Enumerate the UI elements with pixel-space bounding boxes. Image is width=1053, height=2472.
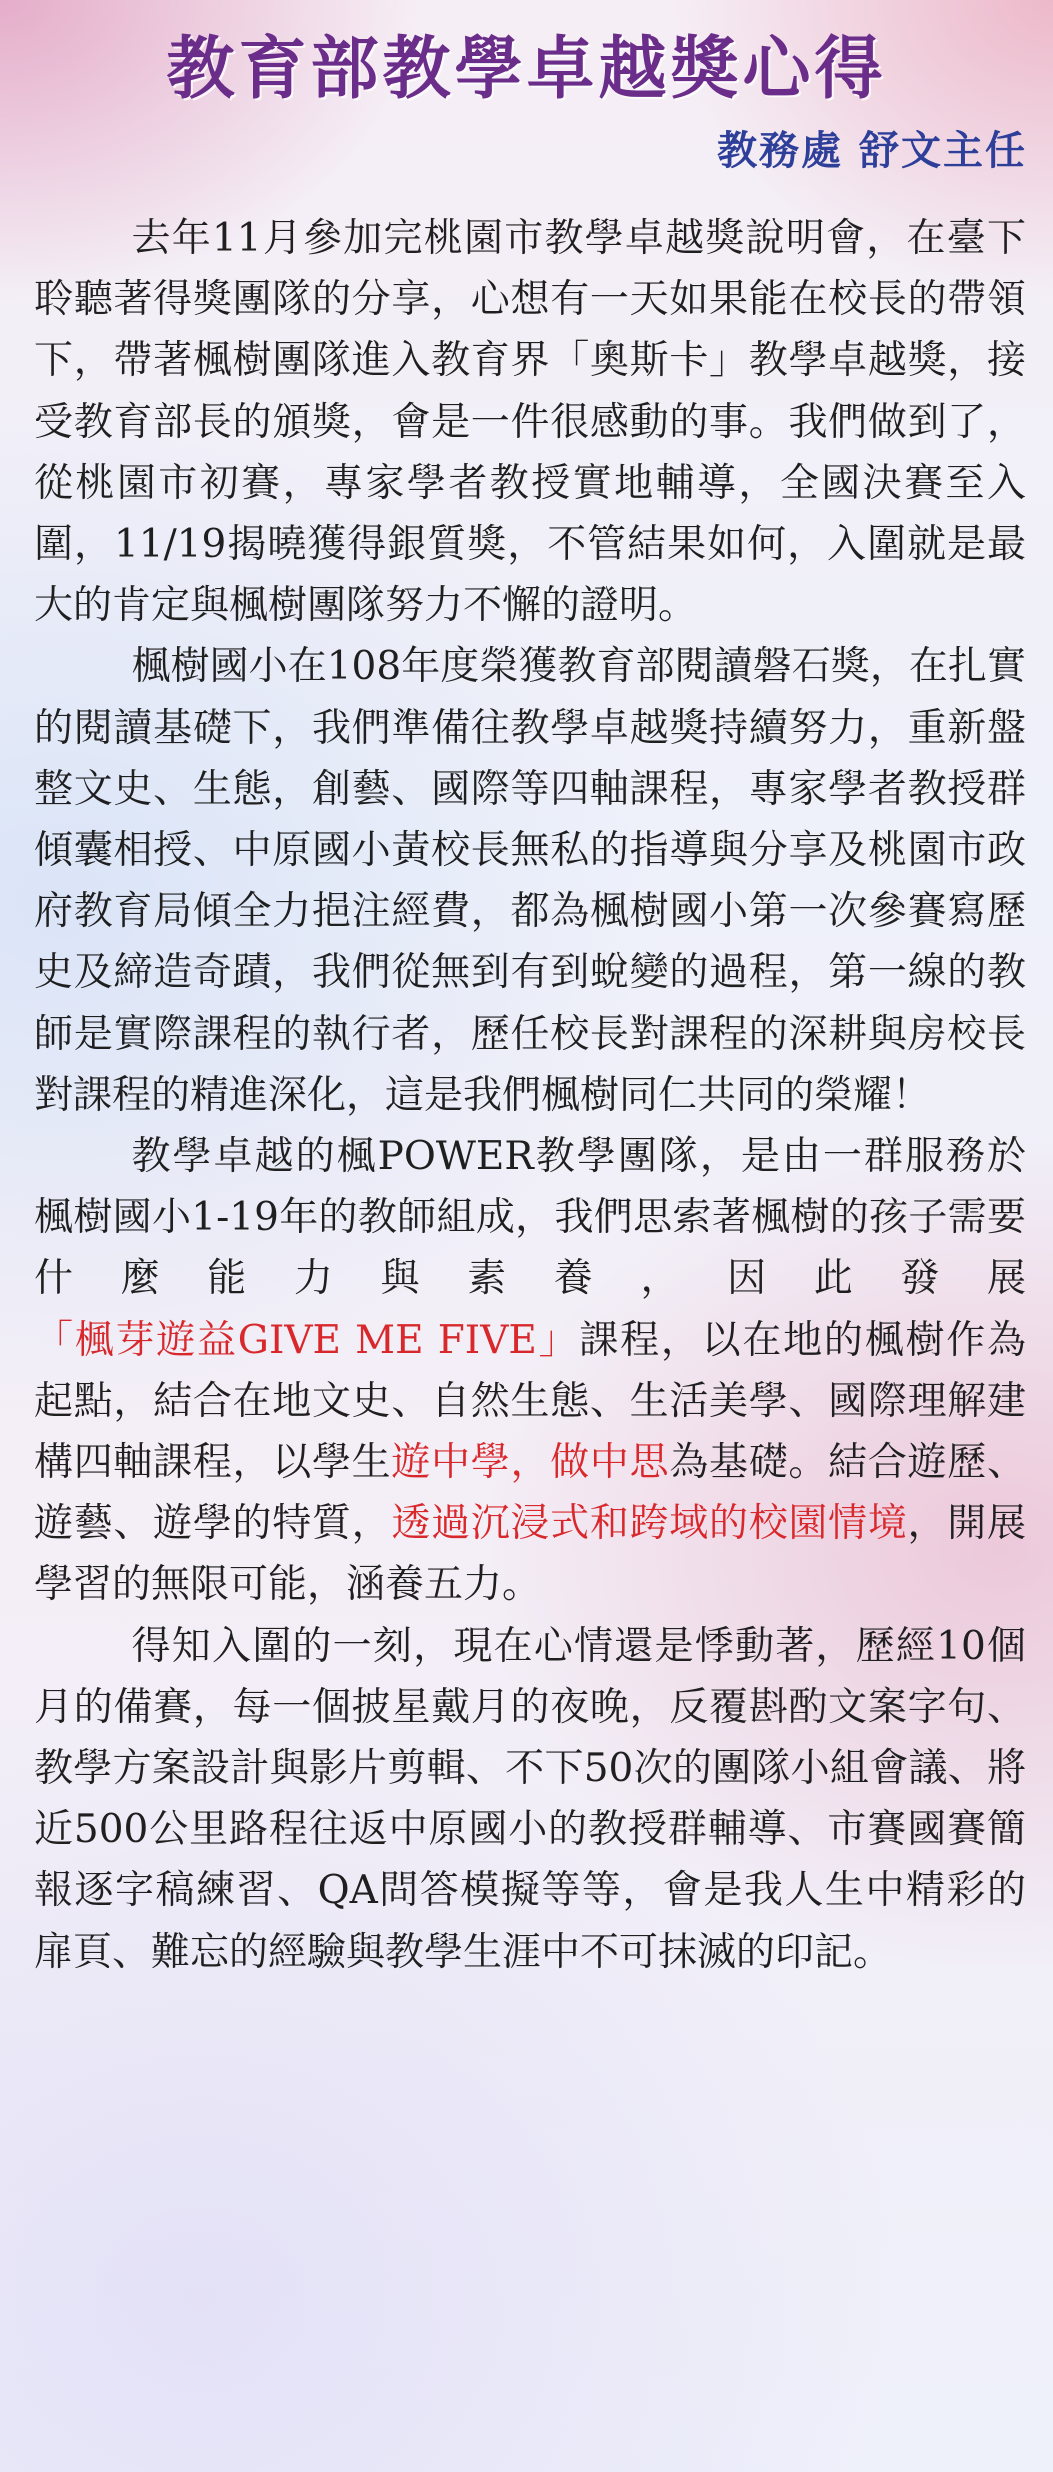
paragraph-4: 得知入圍的一刻，現在心情還是悸動著，歷經10個月的備賽，每一個披星戴月的夜晚，反覆斟酌文案字句、教學方案設計與影片剪輯、不下50次的團隊小組會議、將近500公里路程往返中原國小的教授群輔導、市賽國賽簡報逐字稿練習、QA問答模擬等等，會是我人生中精彩的扉頁、難忘的經驗與教學生涯中不可抹滅的印記。 bbox=[34, 1623, 1026, 1975]
article-body bbox=[34, 208, 1026, 1983]
paragraph-1: 去年11月參加完桃園市教學卓越獎說明會，在臺下聆聽著得獎團隊的分享，心想有一天如果能在校長的帶領下，帶著楓樹團隊進入教育界「奧斯卡」教學卓越獎，接受教育部長的頒獎，會是一件很感動的事。我們做到了，從桃園市初賽，專家學者教授實地輔導，全國決賽至入圍，11/19揭曉獲得銀質獎，不管結果如何，入圍就是最大的肯定與楓樹團隊努力不懈的證明。 bbox=[34, 216, 1026, 629]
highlight-learning-motto: 遊中學，做中思 bbox=[391, 1440, 670, 1486]
paragraph-3-text-c: 為基礎。結合遊歷、遊藝、遊學的特質， bbox=[34, 1440, 1026, 1547]
highlight-immersive-context: 透過沉浸式和跨域的校園情境 bbox=[391, 1501, 908, 1547]
page-title: 教育部教學卓越獎心得 bbox=[166, 30, 887, 109]
paragraph-3-text-d: ，開展學習的無限可能，涵養五力。 bbox=[34, 1501, 1026, 1608]
paragraph-3-text-b: 課程，以在地的楓樹作為起點，結合在地文史、自然生態、生活美學、國際理解建構四軸課程，以學生 bbox=[34, 1317, 1026, 1486]
author-byline: 教務處 舒文主任 bbox=[717, 128, 1027, 174]
paragraph-3-text-a: 教學卓越的楓POWER教學團隊，是由一群服務於楓樹國小1-19年的教師組成，我們思索著楓樹的孩子需要什麼能力與素養，因此發展 bbox=[34, 1134, 1026, 1302]
paragraph-3 bbox=[34, 1126, 1026, 1616]
paragraph-2: 楓樹國小在108年度榮獲教育部閱讀磐石獎，在扎實的閱讀基礎下，我們準備往教學卓越獎持續努力，重新盤整文史、生態，創藝、國際等四軸課程，專家學者教授群傾囊相授、中原國小黃校長無私的指導與分享及桃園市政府教育局傾全力挹注經費，都為楓樹國小第一次參賽寫歷史及締造奇蹟，我們從無到有到蛻變的過程，第一線的教師是實際課程的執行者，歷任校長對課程的深耕與房校長對課程的精進深化，這是我們楓樹同仁共同的榮耀！ bbox=[34, 644, 1026, 1118]
highlight-course-name: 「楓芽遊益GIVE ME FIVE」 bbox=[34, 1317, 580, 1363]
